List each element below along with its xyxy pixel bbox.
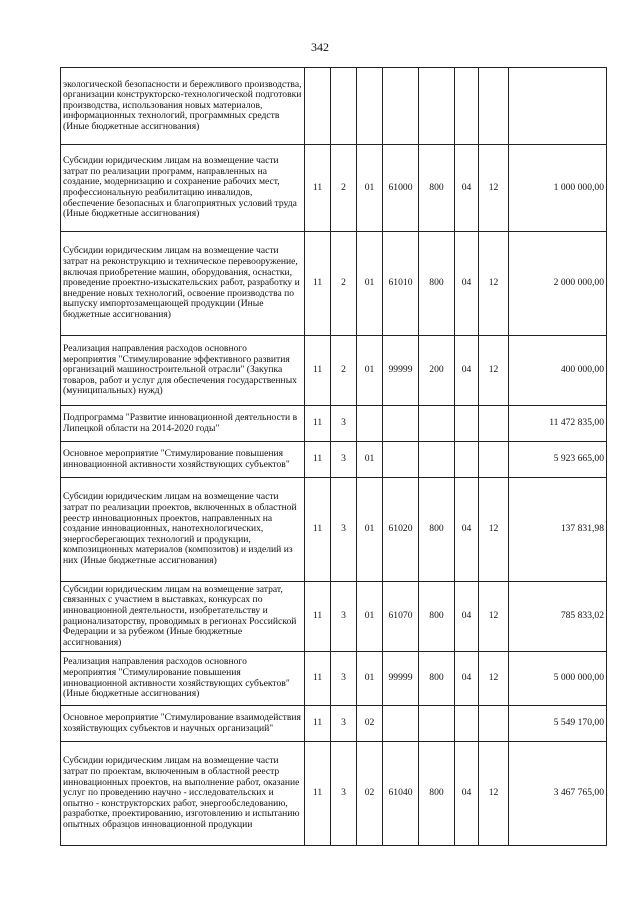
row-name-cell: Субсидии юридическим лицам на возмещение части затрат на реконструкцию и техническое перевооружение, включая приобретение машин, оборудования, оснастки, проведение проектно-изыскательских работ, разработку и внедрение новых технологий, освоение производства по выпуску импортозамещающей продукции (Иные бюджетные ассигнования) [61, 232, 305, 336]
row-code-cell: 800 [419, 232, 455, 336]
row-name-cell: Реализация направления расходов основного мероприятия "Стимулирование эффективного развития организаций машиностроительной отрасли" (Закупка товаров, работ и услуг для обеспечения государственных (муниципальных) нужд) [61, 336, 305, 406]
row-code-cell [383, 68, 419, 145]
row-amount-cell: 137 831,98 [509, 478, 607, 582]
row-code-cell: 3 [331, 406, 357, 442]
table-row [61, 145, 607, 232]
row-code-cell [455, 68, 479, 145]
row-code-cell: 11 [305, 232, 331, 336]
row-code-cell: 99999 [383, 652, 419, 706]
row-code-cell: 04 [455, 478, 479, 582]
row-code-cell [305, 68, 331, 145]
row-name-cell: Субсидии юридическим лицам на возмещение части затрат по реализации проектов, включенных в областной реестр инновационных проектов, направленных на создание инновационных, нанотехнологических, энергосберегающих технологий и продукции, композиционных материалов (композитов) и изделий из них (Иные бюджетные ассигнования) [61, 478, 305, 582]
row-code-cell: 01 [357, 145, 383, 232]
row-code-cell [383, 406, 419, 442]
row-amount-cell: 1 000 000,00 [509, 145, 607, 232]
row-code-cell: 12 [479, 145, 509, 232]
row-code-cell: 11 [305, 442, 331, 478]
row-amount-cell: 5 549 170,00 [509, 706, 607, 742]
row-code-cell: 3 [331, 706, 357, 742]
table-row [61, 336, 607, 406]
row-code-cell: 01 [357, 442, 383, 478]
page-number: 342 [311, 40, 329, 54]
row-name-cell: экологической безопасности и бережливого производства, организации конструкторско-технологической подготовки производства, использования новых материалов, информационных технологий, программных средств (Иные бюджетные ассигнования) [61, 68, 305, 145]
row-code-cell: 12 [479, 232, 509, 336]
row-code-cell: 200 [419, 336, 455, 406]
row-code-cell: 11 [305, 406, 331, 442]
row-code-cell: 61070 [383, 582, 419, 652]
row-code-cell: 3 [331, 478, 357, 582]
row-code-cell: 99999 [383, 336, 419, 406]
row-code-cell: 01 [357, 232, 383, 336]
row-code-cell: 01 [357, 582, 383, 652]
row-name-cell: Субсидии юридическим лицам на возмещение затрат, связанных с участием в выставках, конкурсах по инновационной деятельности, изобретательству и рационализаторству, проводимых в регионах Российской Федерации и за рубежом (Иные бюджетные ассигнования) [61, 582, 305, 652]
row-code-cell: 2 [331, 336, 357, 406]
row-name-cell: Основное мероприятие "Стимулирование взаимодействия хозяйствующих субъектов и научных организаций" [61, 706, 305, 742]
row-code-cell: 61000 [383, 145, 419, 232]
row-code-cell: 12 [479, 742, 509, 846]
row-code-cell: 61040 [383, 742, 419, 846]
row-amount-cell: 5 923 665,00 [509, 442, 607, 478]
row-code-cell: 04 [455, 582, 479, 652]
row-code-cell: 01 [357, 652, 383, 706]
row-code-cell: 3 [331, 742, 357, 846]
row-code-cell [419, 442, 455, 478]
row-code-cell: 01 [357, 478, 383, 582]
table-row [61, 406, 607, 442]
table-row [61, 232, 607, 336]
row-name-cell: Основное мероприятие "Стимулирование повышения инновационной активности хозяйствующих субъектов" [61, 442, 305, 478]
row-amount-cell: 2 000 000,00 [509, 232, 607, 336]
row-code-cell: 12 [479, 336, 509, 406]
row-code-cell: 11 [305, 652, 331, 706]
row-code-cell [455, 706, 479, 742]
row-name-cell: Подпрограмма "Развитие инновационной деятельности в Липецкой области на 2014-2020 годы" [61, 406, 305, 442]
row-code-cell [419, 68, 455, 145]
row-amount-cell: 5 000 000,00 [509, 652, 607, 706]
row-code-cell: 3 [331, 582, 357, 652]
row-name-cell: Субсидии юридическим лицам на возмещение части затрат по реализации программ, направленных на создание, модернизацию и сохранение рабочих мест, профессиональную реабилитацию инвалидов, обеспечение безопасных и благоприятных условий труда (Иные бюджетные ассигнования) [61, 145, 305, 232]
table-row [61, 706, 607, 742]
row-code-cell: 3 [331, 442, 357, 478]
table-row [61, 742, 607, 846]
row-code-cell: 11 [305, 742, 331, 846]
row-amount-cell [509, 68, 607, 145]
row-amount-cell: 400 000,00 [509, 336, 607, 406]
row-code-cell: 12 [479, 652, 509, 706]
table-row [61, 442, 607, 478]
row-code-cell: 61020 [383, 478, 419, 582]
row-name-cell: Субсидии юридическим лицам на возмещение части затрат по проектам, включенным в областной реестр инновационных проектов, на выполнение работ, оказание услуг по проведению научно - исследовательских и опытно - конструкторских работ, энергообследованию, разработке, проектированию, изготовлению и испытанию опытных образцов инновационной продукции [61, 742, 305, 846]
row-code-cell: 11 [305, 478, 331, 582]
row-code-cell [357, 68, 383, 145]
row-code-cell: 04 [455, 145, 479, 232]
row-code-cell: 04 [455, 742, 479, 846]
row-code-cell [479, 68, 509, 145]
row-code-cell: 3 [331, 652, 357, 706]
row-code-cell: 02 [357, 706, 383, 742]
row-code-cell [357, 406, 383, 442]
row-code-cell: 11 [305, 145, 331, 232]
row-code-cell: 12 [479, 582, 509, 652]
row-code-cell [479, 406, 509, 442]
row-code-cell: 04 [455, 232, 479, 336]
table-row [61, 652, 607, 706]
table-row [61, 478, 607, 582]
row-code-cell: 11 [305, 582, 331, 652]
row-code-cell: 800 [419, 145, 455, 232]
row-code-cell: 800 [419, 742, 455, 846]
row-code-cell [479, 706, 509, 742]
table-row [61, 582, 607, 652]
row-amount-cell: 785 833,02 [509, 582, 607, 652]
row-code-cell [455, 406, 479, 442]
row-code-cell: 12 [479, 478, 509, 582]
row-code-cell: 01 [357, 336, 383, 406]
row-code-cell: 04 [455, 652, 479, 706]
row-code-cell: 61010 [383, 232, 419, 336]
budget-table [60, 67, 607, 846]
row-code-cell: 11 [305, 336, 331, 406]
row-code-cell [331, 68, 357, 145]
row-code-cell: 800 [419, 652, 455, 706]
row-code-cell [419, 706, 455, 742]
row-code-cell: 11 [305, 706, 331, 742]
row-code-cell [383, 706, 419, 742]
row-name-cell: Реализация направления расходов основного мероприятия "Стимулирование повышения инновационной активности хозяйствующих субъектов" (Иные бюджетные ассигнования) [61, 652, 305, 706]
row-code-cell: 02 [357, 742, 383, 846]
row-amount-cell: 3 467 765,00 [509, 742, 607, 846]
row-code-cell: 800 [419, 582, 455, 652]
row-code-cell [383, 442, 419, 478]
row-code-cell: 2 [331, 145, 357, 232]
row-code-cell: 2 [331, 232, 357, 336]
row-code-cell: 04 [455, 336, 479, 406]
row-code-cell: 800 [419, 478, 455, 582]
row-amount-cell: 11 472 835,00 [509, 406, 607, 442]
table-row [61, 68, 607, 145]
row-code-cell [455, 442, 479, 478]
row-code-cell [479, 442, 509, 478]
row-code-cell [419, 406, 455, 442]
